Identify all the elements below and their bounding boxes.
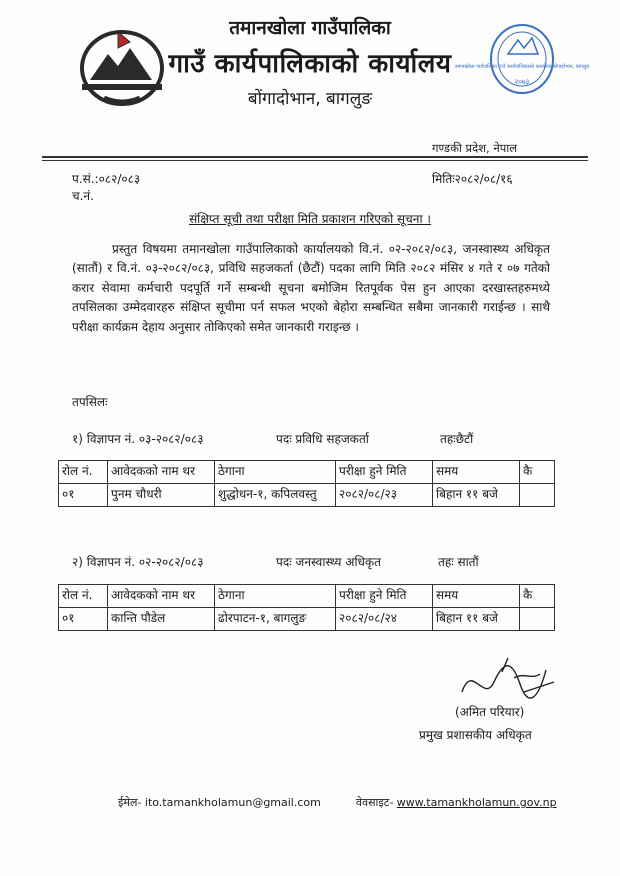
table-row [59, 484, 555, 507]
header-divider [42, 156, 588, 158]
table-header-row [59, 461, 555, 484]
candidate-table-2 [58, 584, 555, 631]
municipality-name: तमानखोला गाउँपालिका [229, 17, 391, 39]
province-label: गण्डकी प्रदेश, नेपाल [432, 141, 518, 155]
header-remarks: कै [520, 461, 555, 484]
post-level: तहः सातौं [438, 555, 479, 569]
dispatch-number: च.नं. [72, 189, 94, 203]
post-name: पदः प्रविधि सहजकर्ता [276, 432, 369, 446]
header-name: आवेदकको नाम थर [108, 461, 215, 484]
cell-exam-date: २०८२/०८/२३ [336, 484, 433, 507]
cell-address: ढोरपाटन-१, बागलुङ [215, 608, 336, 631]
notice-body: प्रस्तुत विषयमा तमानखोला गाउँपालिकाको कार्यालयको वि.नं. ०२-२०८२/०८३, जनस्वास्थ्य अधिकृत (सातौं) र वि.नं. ०३-२०८२/०८३, प्रविधि सहजकर्ता (छैटौं) पदका लागि मिति २०८२ मंसिर ४ गते र ०७ गतेको करार सेवामा कर्मचारी पदपूर्ति गर्ने सम्बन्धी सूचना बमोजिम रितपूर्वक पेस हुन आएका दरखास्तहरुमध्ये तपसिलका उम्मेदवारहरु संक्षिप्त सूचीमा पर्न सफल भएको बेहोरा सम्बन्धित सबैमा जानकारी गराईन्छ । साथै परीक्षा कार्यक्रम देहाय अनुसार तोकिएको समेत जानकारी गराइन्छ । [72, 242, 550, 334]
candidate-table-1 [58, 460, 555, 507]
cell-name: पुनम चौधरी [108, 484, 215, 507]
cell-roll: ०१ [59, 608, 108, 631]
cell-time: बिहान ११ बजे [433, 484, 520, 507]
header-time: समय [433, 461, 520, 484]
header-address: ठेगाना [215, 585, 336, 608]
svg-text:तमानखोला गाउँपालिका गाउँ कार्य: तमानखोला गाउँपालिका गाउँ कार्यपालिकाको कार्यालय बोंगादोभान, बागलुङ [454, 64, 590, 70]
cell-name: कान्ति पौडेल [108, 608, 215, 631]
cell-time: बिहान ११ बजे [433, 608, 520, 631]
svg-text:२०७३: २०७३ [514, 78, 530, 86]
header-exam-date: परीक्षा हुने मिति [336, 461, 433, 484]
cell-remarks [520, 608, 555, 631]
header-roll: रोल नं. [59, 585, 108, 608]
details-label: तपसिलः [72, 395, 108, 409]
post-level: तहःछैटौं [440, 432, 474, 446]
table-header-row [59, 585, 555, 608]
advertisement-number: २) विज्ञापन नं. ०२-२०८२/०८३ [72, 555, 204, 569]
letter-date: मितिः२०८२/०८/१६ [432, 172, 513, 186]
reference-number: प.सं.:०८२/०८३ [72, 172, 141, 186]
table-row [59, 608, 555, 631]
email-link[interactable]: ito.tamankholamun@gmail.com [144, 796, 321, 809]
header-address: ठेगाना [215, 461, 336, 484]
cell-remarks [520, 484, 555, 507]
post-name: पदः जनस्वास्थ्य अधिकृत [276, 555, 381, 569]
email-label: ईमेल- [118, 796, 142, 809]
website-link[interactable]: www.tamankholamun.gov.np [396, 796, 557, 809]
advertisement-number: १) विज्ञापन नं. ०३-२०८२/०८३ [72, 432, 204, 446]
footer-contact [118, 795, 557, 810]
header-time: समय [433, 585, 520, 608]
office-address: बोंगादोभान, बागलुङ [247, 89, 373, 109]
office-name: गाउँ कार्यपालिकाको कार्यालय [168, 49, 452, 79]
header-roll: रोल नं. [59, 461, 108, 484]
office-seal-icon [454, 22, 590, 96]
header-remarks: कै [520, 585, 555, 608]
signatory-designation: प्रमुख प्रशासकीय अधिकृत [419, 728, 532, 742]
cell-roll: ०१ [59, 484, 108, 507]
signatory-name: (अमित परियार) [455, 705, 525, 719]
header-divider-thin [42, 160, 588, 161]
cell-exam-date: २०८२/०८/२४ [336, 608, 433, 631]
header-name: आवेदकको नाम थर [108, 585, 215, 608]
notice-subject: संक्षिप्त सूची तथा परीक्षा मिति प्रकाशन गरिएको सूचना । [189, 212, 431, 226]
website-label: वेवसाइट- [355, 796, 394, 809]
cell-address: शुद्धोधन-१, कपिलवस्तु [215, 484, 336, 507]
header-exam-date: परीक्षा हुने मिति [336, 585, 433, 608]
